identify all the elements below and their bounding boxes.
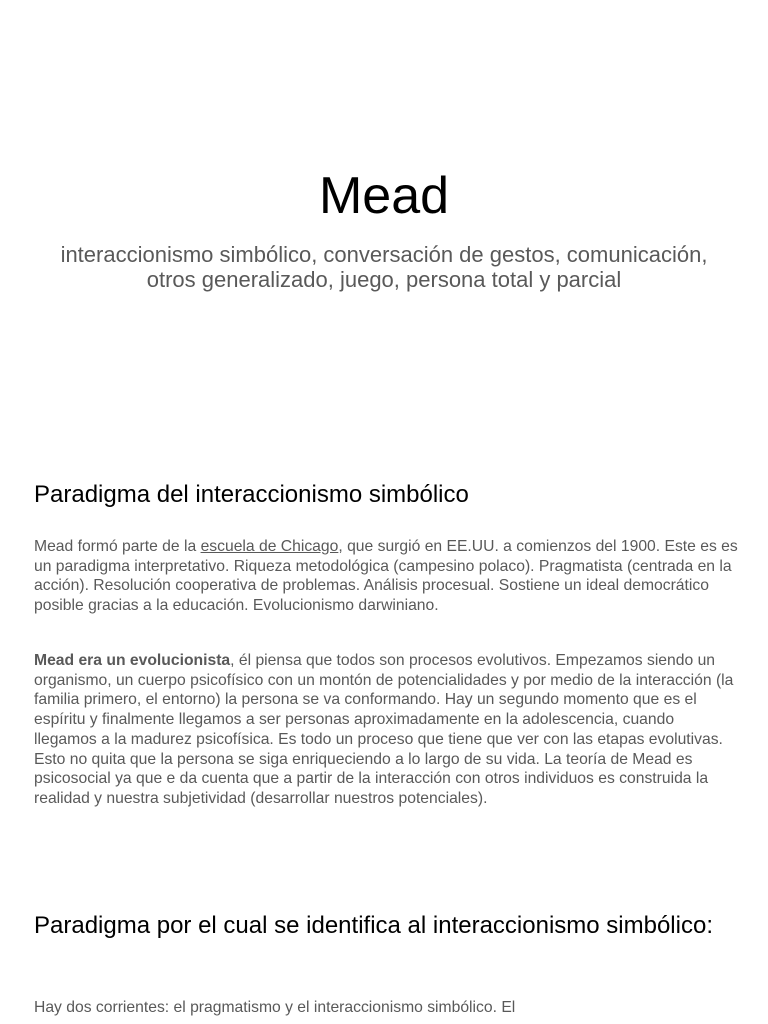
- paragraph-evolucionista: [34, 651, 738, 809]
- bold-lead-text: Mead era un evolucionista: [34, 652, 231, 669]
- escuela-de-chicago-link[interactable]: escuela de Chicago: [200, 538, 339, 555]
- paragraph-text: Mead formó parte de la: [34, 538, 201, 555]
- paragraph-escuela-chicago: [34, 537, 738, 616]
- paragraph-corrientes: Hay dos corrientes: el pragmatismo y el interaccionismo simbólico. El: [34, 999, 516, 1016]
- document-subtitle: interaccionismo simbólico, conversación de gestos, comunicación, otros generalizado, juego, persona total y parcial: [60, 242, 708, 292]
- paragraph-text: , que surgió en EE.UU. a comienzos del 1900. Este es es un paradigma interpretativo. Riqueza metodológica (campesino polaco). Pragmatista (centrada en la acción). Resolución cooperativa de problemas. Análisis procesual. Sostiene un ideal democrático posible gracias a la educación. Evolucionismo darwiniano.: [34, 538, 738, 615]
- document-title: Mead: [318, 167, 450, 225]
- section-heading-paradigma-identifica: Paradigma por el cual se identifica al interaccionismo simbólico:: [34, 912, 713, 939]
- paragraph-text: , él piensa que todos son procesos evolutivos. Empezamos siendo un organismo, un cuerpo psicofísico con un montón de potencialidades y por medio de la interacción (la familia primero, el entorno) la persona se va conformando. Hay un segundo momento que es el espíritu y finalmente llegamos a ser personas aproximadamente en la adolescencia, cuando llegamos a la madurez psicofísica. Es todo un proceso que tiene que ver con las etapas evolutivas. Esto no quita que la persona se siga enriqueciendo a lo largo de su vida. La teoría de Mead es psicosocial ya que e da cuenta que a partir de la interacción con otros individuos es construida la realidad y nuestra subjetividad (desarrollar nuestros potenciales).: [34, 652, 734, 807]
- section-heading-paradigma: Paradigma del interaccionismo simbólico: [34, 481, 469, 508]
